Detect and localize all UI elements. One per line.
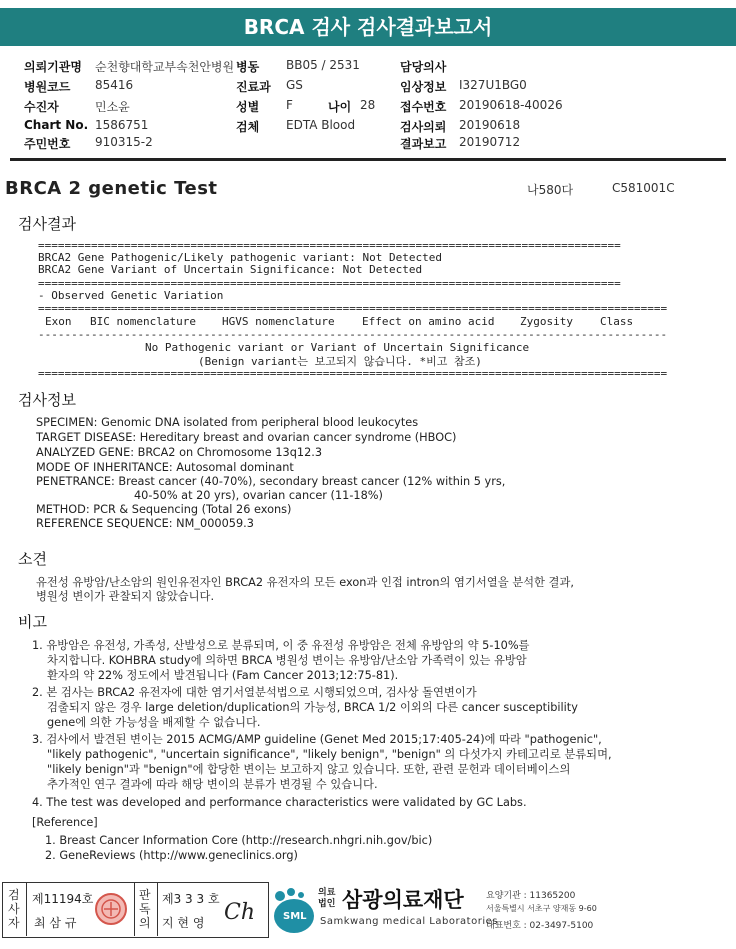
org-code: 요양기관 : 11365200 bbox=[486, 891, 576, 901]
info-reference-sequence: REFERENCE SEQUENCE: NM_000059.3 bbox=[36, 517, 254, 530]
inspector-label: 검사자 bbox=[8, 888, 20, 930]
label-patient: 수진자 bbox=[24, 100, 59, 114]
results-rule-table-dash: ----------------------------------------------------------------------------------------------- bbox=[38, 328, 668, 341]
value-chart-no: 1586751 bbox=[95, 118, 149, 132]
info-heading: 검사정보 bbox=[18, 391, 76, 409]
inspector-seal-icon bbox=[94, 892, 128, 926]
value-sex: F bbox=[286, 98, 293, 112]
col-zygosity: Zygosity bbox=[520, 315, 573, 328]
org-phone: 대표번호 : 02-3497-5100 bbox=[486, 921, 594, 931]
value-age: 28 bbox=[360, 98, 376, 112]
label-ward: 병동 bbox=[236, 60, 260, 74]
remark-2-line-2: 검출되지 않은 경우 large deletion/duplication의 가능성, BRCA 1/2 이외의 다른 cancer susceptibility bbox=[47, 701, 578, 714]
col-hgvs: HGVS nomenclature bbox=[222, 315, 335, 328]
remark-1-line-3: 환자의 약 22% 정도에서 발견됩니다 (Fam Cancer 2013;12:75-81). bbox=[47, 669, 399, 682]
label-resident-no: 주민번호 bbox=[24, 137, 71, 151]
sml-logo-icon bbox=[272, 886, 316, 934]
value-patient: 민소윤 bbox=[95, 100, 130, 114]
remark-1-line-2: 차지합니다. KOHBRA study에 의하면 BRCA 병원성 변이는 유방암/난소암 가족력이 있는 유방암 bbox=[47, 654, 527, 667]
label-specimen: 검체 bbox=[236, 120, 260, 134]
value-institution: 순천향대학교부속천안병원 bbox=[95, 60, 235, 74]
org-name-en: Samkwang medical Laboratories bbox=[320, 916, 498, 927]
value-request-date: 20190618 bbox=[459, 118, 521, 132]
info-inheritance: MODE OF INHERITANCE: Autosomal dominant bbox=[36, 461, 294, 474]
value-report-date: 20190712 bbox=[459, 135, 521, 149]
reference-1: 1. Breast Cancer Information Core (http://research.nhgri.nih.gov/bic) bbox=[45, 834, 433, 847]
label-hospital-code: 병원코드 bbox=[24, 80, 71, 94]
no-variant-note: No Pathogenic variant or Variant of Uncertain Significance bbox=[145, 341, 530, 354]
remark-2-line-3: gene에 의한 가능성을 배제할 수 없습니다. bbox=[47, 716, 261, 729]
test-code-1: 나580다 bbox=[527, 183, 574, 197]
result-pathogenic-line: BRCA2 Gene Pathogenic/Likely pathogenic variant: Not Detected bbox=[38, 251, 442, 264]
label-department: 진료과 bbox=[236, 80, 271, 94]
value-resident-no: 910315-2 bbox=[95, 135, 153, 149]
col-class: Class bbox=[600, 315, 634, 328]
confirmer-name: 지 현 영 bbox=[162, 916, 205, 930]
value-department: GS bbox=[286, 78, 303, 92]
label-clinical-info: 임상정보 bbox=[400, 80, 447, 94]
reference-2: 2. GeneReviews (http://www.geneclinics.org) bbox=[45, 849, 298, 862]
info-penetrance-cont: 40-50% at 20 yrs), ovarian cancer (11-18%) bbox=[134, 489, 383, 502]
confirmer-label: 판독의 bbox=[139, 888, 151, 930]
opinion-line-1: 유전성 유방암/난소암의 원인유전자인 BRCA2 유전자의 모든 exon과 인접 intron의 염기서열을 분석한 결과, bbox=[36, 576, 574, 589]
org-name: 삼광의료재단 bbox=[342, 888, 464, 912]
opinion-line-2: 병원성 변이가 관찰되지 않았습니다. bbox=[36, 590, 215, 603]
header-divider bbox=[10, 158, 726, 161]
inspector-name: 최 삼 규 bbox=[34, 916, 77, 930]
opinion-heading: 소견 bbox=[18, 550, 47, 568]
label-age: 나이 bbox=[328, 100, 352, 114]
test-code-2: C581001C bbox=[612, 181, 675, 195]
results-rule-table-top: =============================================================================================== bbox=[38, 302, 668, 315]
info-target-disease: TARGET DISEASE: Hereditary breast and ovarian cancer syndrome (HBOC) bbox=[36, 431, 457, 444]
org-type-2: 법인 bbox=[318, 899, 336, 909]
confirmer-license-no: 제3 3 3 호 bbox=[162, 892, 220, 906]
info-penetrance: PENETRANCE: Breast cancer (40-70%), secondary breast cancer (12% within 5 yrs, bbox=[36, 475, 506, 488]
results-heading: 검사결과 bbox=[18, 215, 76, 233]
label-doctor: 담당의사 bbox=[400, 60, 447, 74]
remark-4-line-1: 4. The test was developed and performance characteristics were validated by GC Labs. bbox=[32, 796, 527, 809]
col-exon: Exon bbox=[45, 315, 72, 328]
col-effect: Effect on amino acid bbox=[362, 315, 495, 328]
report-title: BRCA 검사 검사결과보고서 bbox=[0, 8, 736, 46]
value-hospital-code: 85416 bbox=[95, 78, 134, 92]
remark-1-line-1: 1. 유방암은 유전성, 가족성, 산발성으로 분류되며, 이 중 유전성 유방암은 전체 유방암의 약 5-10%를 bbox=[32, 639, 530, 652]
result-vus-line: BRCA2 Gene Variant of Uncertain Significance: Not Detected bbox=[38, 263, 423, 276]
label-chart-no: Chart No. bbox=[24, 118, 89, 132]
benign-note: (Benign variant는 보고되지 않습니다. *비고 참조) bbox=[198, 355, 482, 368]
value-clinical-info: I327U1BG0 bbox=[459, 78, 527, 92]
info-specimen: SPECIMEN: Genomic DNA isolated from peripheral blood leukocytes bbox=[36, 416, 419, 429]
value-ward: BB05 / 2531 bbox=[286, 58, 360, 72]
info-method: METHOD: PCR & Sequencing (Total 26 exons) bbox=[36, 503, 292, 516]
info-analyzed-gene: ANALYZED GENE: BRCA2 on Chromosome 13q12.3 bbox=[36, 446, 323, 459]
col-bic: BIC nomenclature bbox=[90, 315, 196, 328]
org-type-1: 의료 bbox=[318, 888, 336, 898]
label-request-date: 검사의뢰 bbox=[400, 120, 447, 134]
label-receipt-no: 접수번호 bbox=[400, 100, 447, 114]
remark-3-line-1: 3. 검사에서 발견된 변이는 2015 ACMG/AMP guideline (Genet Med 2015;17:405-24)에 따라 "pathogenic", bbox=[32, 733, 602, 746]
footer bbox=[2, 882, 734, 942]
label-institution: 의뢰기관명 bbox=[24, 60, 82, 74]
results-rule-mid: ======================================================================================== bbox=[38, 277, 621, 290]
remark-3-line-3: "likely benign"과 "benign"에 합당한 변이는 보고하지 않고 있습니다. 또한, 관련 문헌과 데이터베이스의 bbox=[47, 763, 571, 776]
remarks-heading: 비고 bbox=[18, 613, 47, 631]
value-specimen: EDTA Blood bbox=[286, 118, 356, 132]
results-rule-bottom: =============================================================================================== bbox=[38, 367, 668, 380]
confirmer-signature: Ch bbox=[224, 900, 256, 925]
label-report-date: 결과보고 bbox=[400, 137, 447, 151]
remark-3-line-4: 추가적인 연구 결과에 따라 해당 변이의 분류가 변경될 수 있습니다. bbox=[47, 778, 378, 791]
label-sex: 성별 bbox=[236, 100, 260, 114]
test-title: BRCA 2 genetic Test bbox=[5, 178, 218, 199]
sml-logo-text: SML bbox=[283, 911, 307, 922]
inspector-license-no: 제11194호 bbox=[32, 892, 94, 906]
remark-3-line-2: "likely pathogenic", "uncertain significance", "likely benign", "benign" 의 다섯가지 카테고리로 분류되며, bbox=[47, 748, 612, 761]
observed-variation-label: - Observed Genetic Variation bbox=[38, 289, 224, 302]
reference-heading: [Reference] bbox=[32, 816, 98, 829]
results-rule-top: ======================================================================================== bbox=[38, 239, 621, 252]
org-address: 서울특별시 서초구 양재동 9-60 bbox=[486, 904, 597, 913]
remark-2-line-1: 2. 본 검사는 BRCA2 유전자에 대한 염기서열분석법으로 시행되었으며, 검사상 돌연변이가 bbox=[32, 686, 477, 699]
value-receipt-no: 20190618-40026 bbox=[459, 98, 563, 112]
